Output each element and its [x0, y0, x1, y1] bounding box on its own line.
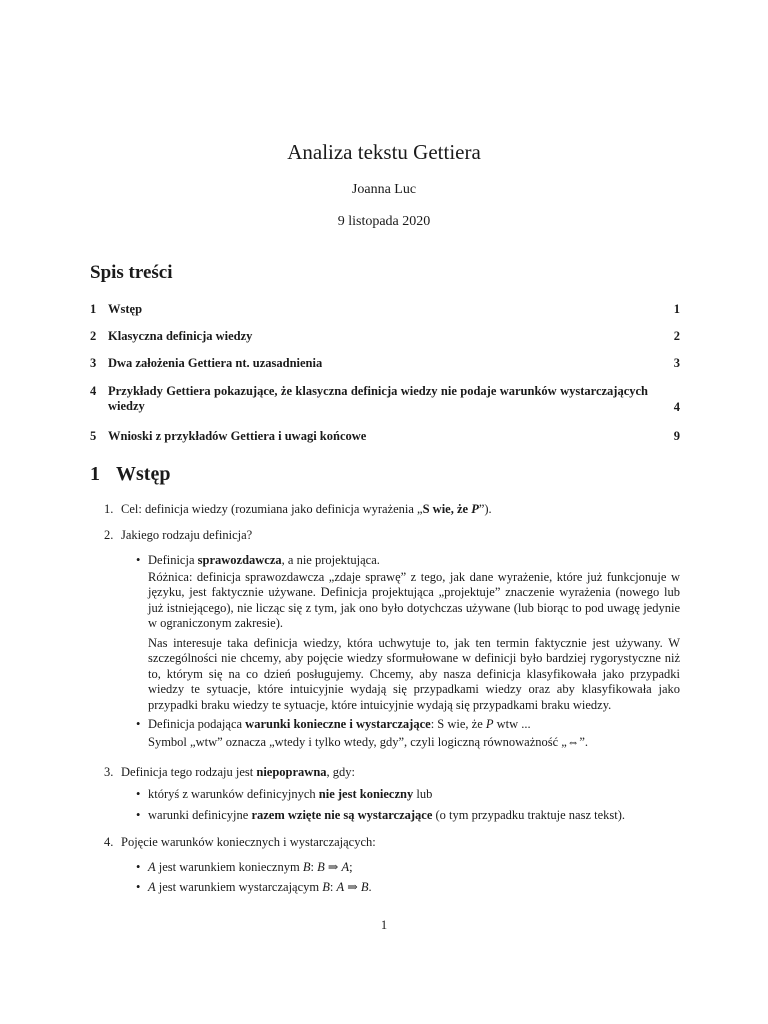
section-heading — [90, 463, 170, 486]
toc-entry-number: 5 — [90, 429, 97, 443]
toc-entry-number: 4 — [90, 384, 97, 398]
bullet-marker: • — [136, 787, 141, 801]
list-item-text: Cel: definicja wiedzy (rozumiana jako definicja wyrażenia „S wie, że P”). — [121, 502, 492, 516]
toc-entry-number: 3 — [90, 356, 97, 370]
bullet-marker: • — [136, 808, 141, 822]
bullet-text: warunki definicyjne razem wzięte nie są wystarczające (o tym przypadku traktuje nasz tekst). — [148, 808, 626, 822]
bullet-paragraph: Różnica: definicja sprawozdawcza „zdaje sprawę” z tego, jak dane wyrażenie, które już funkcjonuje w języku, jest faktycznie używane. Definicja projektująca „projektuje” znaczenie wyrażenia (nowego lub już istniejącego), nie licząc się z tym, jak ono było dotychczas używane (lub biorąc to pod uwagę jedynie w ograniczonym zakresie). — [148, 570, 680, 631]
list-item-text: Definicja tego rodzaju jest niepoprawna, gdy: — [121, 765, 356, 779]
bullet-paragraph: Symbol „wtw” oznacza „wtedy i tylko wtedy, gdy”, czyli logiczną równoważność „⇔”. — [148, 735, 589, 749]
list-item-number: 3. — [104, 765, 114, 779]
list-item-text: Jakiego rodzaju definicja? — [121, 528, 253, 542]
bullet-text: A jest warunkiem koniecznym B: B ⇒ A; — [148, 860, 353, 874]
toc-entry-page: 4 — [673, 400, 680, 414]
toc-entry-title: Klasyczna definicja wiedzy — [108, 329, 253, 343]
bullet-text: Definicja podająca warunki konieczne i wystarczające: S wie, że P wtw ... — [148, 717, 531, 731]
toc-entry-page: 2 — [673, 329, 680, 343]
toc-entry-title: Dwa założenia Gettiera nt. uzasadnienia — [108, 356, 323, 370]
bullet-text: któryś z warunków definicyjnych nie jest konieczny lub — [148, 787, 433, 801]
toc-entry-page: 3 — [673, 356, 680, 370]
document-title: Analiza tekstu Gettiera — [287, 140, 481, 164]
bullet-marker: • — [136, 860, 141, 874]
bullet-marker: • — [136, 880, 141, 894]
bullet-marker: • — [136, 717, 141, 731]
section-number: 1 — [90, 463, 100, 485]
list-item-text: Pojęcie warunków koniecznych i wystarczających: — [121, 835, 376, 849]
toc-entry-title: Wnioski z przykładów Gettiera i uwagi końcowe — [108, 429, 367, 443]
bullet-text: A jest warunkiem wystarczającym B: A ⇒ B. — [148, 880, 372, 894]
page-number: 1 — [380, 918, 388, 932]
bullet-text: Definicja sprawozdawcza, a nie projektująca. — [148, 553, 380, 567]
list-item-number: 2. — [104, 528, 114, 542]
toc-entry-title: Wstęp — [108, 302, 143, 316]
list-item-number: 4. — [104, 835, 114, 849]
section-title: Wstęp — [116, 463, 171, 485]
bullet-marker: • — [136, 553, 141, 567]
toc-entry-title: Przykłady Gettiera pokazujące, że klasyczna definicja wiedzy nie podaje warunków wystarczających wiedzy — [108, 384, 648, 413]
toc-heading: Spis treści — [90, 262, 173, 283]
toc-entry-page: 1 — [673, 302, 680, 316]
bullet-paragraph: Nas interesuje taka definicja wiedzy, która uchwytuje to, jak ten termin faktycznie jest używany. W szczególności nie chcemy, aby pojęcie wiedzy sformułowane w definicji było bardziej rygorystyczne niż to, którym się na co dzień posługujemy. Chcemy, aby nasza definicja klasyfikowała jako przypadki wiedzy te sytuacje, które intuicyjnie wydają się przypadkami wiedzy oraz aby klasyfikowała jako przypadki braku wiedzy te sytuacje, które intuicyjnie wydają się przypadkami braku wiedzy. — [148, 636, 680, 712]
toc-entry-number: 2 — [90, 329, 97, 343]
list-item-number: 1. — [104, 502, 114, 516]
document-author: Joanna Luc — [351, 182, 417, 197]
toc-entry-page: 9 — [673, 429, 680, 443]
toc-entry-number: 1 — [90, 302, 97, 316]
document-date: 9 listopada 2020 — [337, 214, 431, 229]
